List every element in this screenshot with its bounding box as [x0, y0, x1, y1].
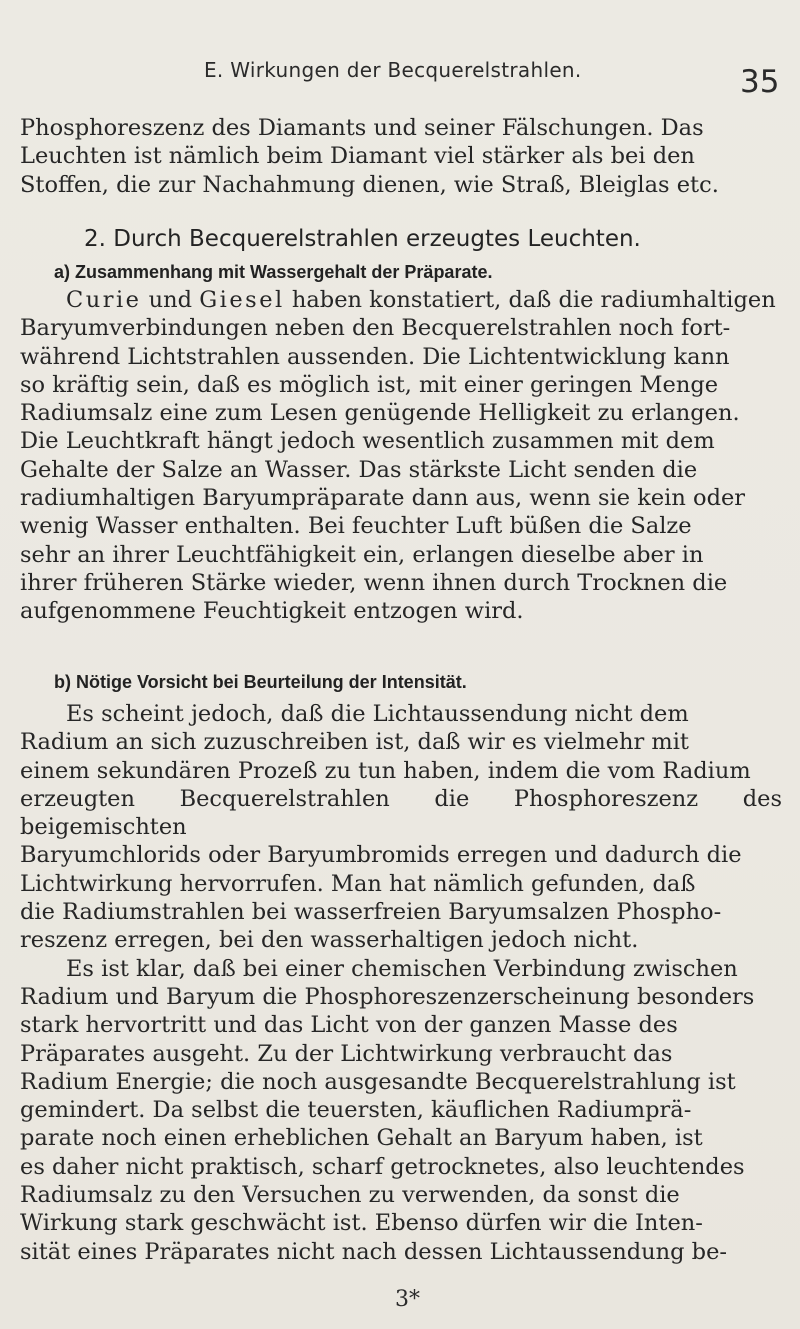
text-line: während Lichtstrahlen aussenden. Die Lichtentwicklung kann: [20, 343, 730, 370]
text-line: Es scheint jedoch, daß die Lichtaussendung nicht dem: [66, 701, 689, 727]
text-line: gemindert. Da selbst die teuersten, käuflichen Radiumprä-: [20, 1097, 692, 1124]
subsection-heading-a: a) Zusammenhang mit Wassergehalt der Präparate.: [54, 262, 493, 282]
text-line: ihrer früheren Stärke wieder, wenn ihnen durch Trocknen die: [20, 569, 728, 596]
text-line: Wirkung stark geschwächt ist. Ebenso dürfen wir die Inten-: [20, 1210, 703, 1237]
signature-mark: 3*: [395, 1287, 420, 1312]
text-line: sität eines Präparates nicht nach dessen Lichtaussendung be-: [20, 1238, 727, 1265]
text-line: Lichtwirkung hervorrufen. Man hat nämlich gefunden, daß: [20, 870, 696, 897]
text-line: Radium und Baryum die Phosphoreszenzerscheinung besonders: [20, 983, 755, 1010]
text-line: radiumhaltigen Baryumpräparate dann aus, wenn sie kein oder: [20, 485, 746, 512]
text-line: wenig Wasser enthalten. Bei feuchter Luft büßen die Salze: [20, 513, 692, 540]
text-line: so kräftig sein, daß es möglich ist, mit einer geringen Menge: [20, 371, 719, 398]
paragraph-b: [20, 700, 782, 1266]
text-line: sehr an ihrer Leuchtfähigkeit ein, erlangen dieselbe aber in: [20, 541, 704, 568]
text-line: aufgenommene Feuchtigkeit entzogen wird.: [20, 598, 524, 625]
text-line: parate noch einen erheblichen Gehalt an Baryum haben, ist: [20, 1125, 703, 1152]
text-line: erzeugten Becquerelstrahlen die Phosphoreszenz des beigemischten: [20, 785, 782, 841]
subsection-heading-b: b) Nötige Vorsicht bei Beurteilung der Intensität.: [54, 672, 467, 692]
text-line: Radium Energie; die noch ausgesandte Becquerelstrahlung ist: [20, 1068, 736, 1095]
page-number: 35: [740, 64, 780, 100]
text-line: Radium an sich zuzuschreiben ist, daß wir es vielmehr mit: [20, 729, 689, 756]
paragraph-a: [20, 286, 782, 626]
paragraph-b-2: [20, 955, 782, 1266]
text-line: Präparates ausgeht. Zu der Lichtwirkung verbraucht das: [20, 1040, 673, 1067]
text-line: Baryumchlorids oder Baryumbromids erregen und dadurch die: [20, 842, 742, 869]
section-heading: 2. Durch Becquerelstrahlen erzeugtes Leuchten.: [84, 226, 641, 252]
text-fragment: haben konstatiert, daß die radiumhaltigen: [284, 287, 776, 313]
text-line: Radiumsalz zu den Versuchen zu verwenden, da sonst die: [20, 1182, 680, 1209]
text-fragment: und: [141, 287, 200, 313]
author-name: Curie: [66, 287, 142, 313]
text-line: einem sekundären Prozeß zu tun haben, indem die vom Radium: [20, 757, 751, 784]
paragraph-b-1: [20, 700, 782, 955]
text-line: Baryumverbindungen neben den Becquerelstrahlen noch fort-: [20, 315, 731, 342]
author-name: Giesel: [199, 287, 285, 313]
text-line: Phosphoreszenz des Diamants und seiner Fälschungen. Das: [20, 115, 704, 141]
text-line: stark hervortritt und das Licht von der ganzen Masse des: [20, 1012, 678, 1039]
text-line: Die Leuchtkraft hängt jedoch wesentlich zusammen mit dem: [20, 428, 715, 455]
text-line: Es ist klar, daß bei einer chemischen Verbindung zwischen: [66, 955, 738, 982]
text-line: Stoffen, die zur Nachahmung dienen, wie Straß, Bleiglas etc.: [20, 171, 719, 198]
text-line: Gehalte der Salze an Wasser. Das stärkste Licht senden die: [20, 456, 698, 483]
text-line: Leuchten ist nämlich beim Diamant viel stärker als bei den: [20, 143, 695, 170]
text-line: es daher nicht praktisch, scharf getrocknetes, also leuchtendes: [20, 1153, 745, 1180]
text-line: die Radiumstrahlen bei wasserfreien Baryumsalzen Phospho-: [20, 899, 722, 926]
text-line: Radiumsalz eine zum Lesen genügende Helligkeit zu erlangen.: [20, 400, 740, 427]
running-head-title: E. Wirkungen der Becquerelstrahlen.: [204, 58, 582, 82]
intro-paragraph: [20, 114, 782, 199]
text-line: reszenz erregen, bei den wasserhaltigen jedoch nicht.: [20, 927, 639, 954]
